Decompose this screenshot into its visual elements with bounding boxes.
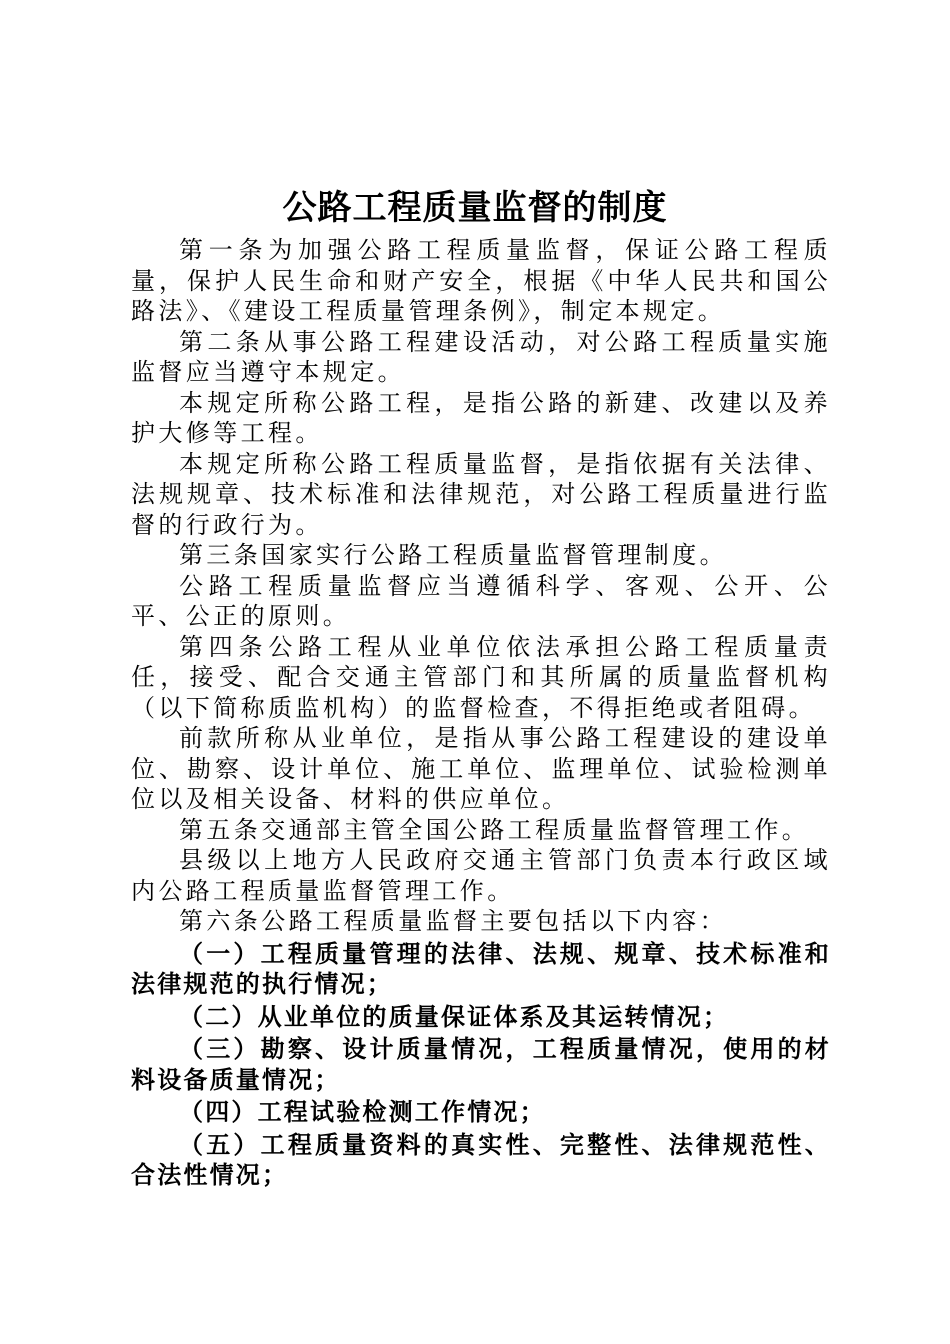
document-title: 公路工程质量监督的制度 bbox=[282, 188, 668, 228]
paragraph-article-6: 第六条公路工程质量监督主要包括以下内容： bbox=[179, 907, 727, 935]
paragraph-definition-quality-supervision: 本规定所称公路工程质量监督，是指依据有关法律、法规规章、技术标准和法律规范，对公路工程质量进行监督的行政行为。 bbox=[131, 449, 831, 539]
paragraph-article-1: 第一条为加强公路工程质量监督，保证公路工程质量，保护人民生命和财产安全，根据《中华人民共和国公路法》、《建设工程质量管理条例》，制定本规定。 bbox=[131, 236, 831, 325]
paragraph-article-5: 第五条交通部主管全国公路工程质量监督管理工作。 bbox=[179, 815, 810, 844]
list-item-5: （五）工程质量资料的真实性、完整性、法律规范性、合法性情况； bbox=[131, 1130, 831, 1189]
paragraph-article-4: 第四条公路工程从业单位依法承担公路工程质量责任，接受、配合交通主管部门和其所属的质量监督机构（以下简称质监机构）的监督检查，不得拒绝或者阻碍。 bbox=[131, 632, 831, 722]
list-item-1: （一）工程质量管理的法律、法规、规章、技术标准和法律规范的执行情况； bbox=[131, 939, 831, 998]
paragraph-article-3: 第三条国家实行公路工程质量监督管理制度。 bbox=[179, 541, 727, 569]
paragraph-principles: 公路工程质量监督应当遵循科学、客观、公开、公平、公正的原则。 bbox=[131, 571, 831, 630]
document-body bbox=[131, 235, 831, 1191]
paragraph-article-2: 第二条从事公路工程建设活动，对公路工程质量实施监督应当遵守本规定。 bbox=[131, 327, 831, 386]
paragraph-definition-highway-project: 本规定所称公路工程，是指公路的新建、改建以及养护大修等工程。 bbox=[131, 388, 831, 447]
list-item-4: （四）工程试验检测工作情况； bbox=[179, 1098, 546, 1126]
list-item-2: （二）从业单位的质量保证体系及其运转情况； bbox=[179, 1002, 730, 1031]
paragraph-definition-units: 前款所称从业单位，是指从事公路工程建设的建设单位、勘察、设计单位、施工单位、监理单位、试验检测单位以及相关设备、材料的供应单位。 bbox=[131, 724, 831, 813]
paragraph-local-authority: 县级以上地方人民政府交通主管部门负责本行政区域内公路工程质量监督管理工作。 bbox=[131, 846, 831, 905]
list-item-3: （三）勘察、设计质量情况，工程质量情况，使用的材料设备质量情况； bbox=[131, 1035, 831, 1094]
